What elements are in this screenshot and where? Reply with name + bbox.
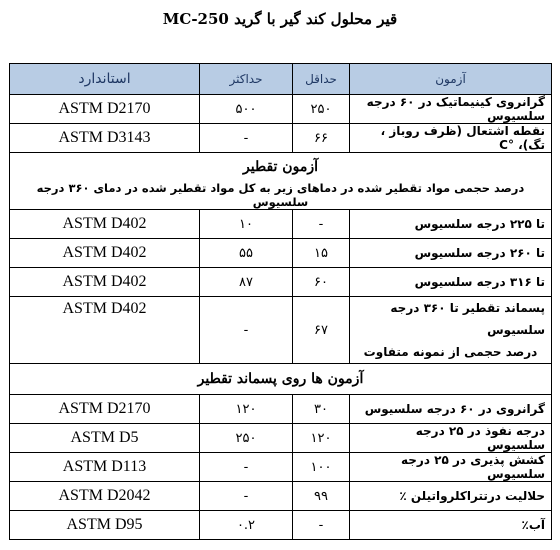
standard-cell: ASTM D113 (10, 453, 200, 482)
standard-cell: ASTM D2042 (10, 482, 200, 511)
min-cell: ۹۹ (293, 482, 350, 511)
standard-cell: ASTM D2170 (10, 95, 200, 124)
max-cell: - (200, 297, 293, 364)
header-standard: استاندارد (10, 64, 200, 95)
test-cell: کشش پذیری در ۲۵ درجه سلسیوس (350, 453, 552, 482)
test-cell: تا ۲۲۵ درجه سلسیوس (350, 210, 552, 239)
max-cell: ۵۰۰ (200, 95, 293, 124)
max-cell: ۵۵ (200, 239, 293, 268)
residue-section-title: آزمون ها روی پسماند تقطیر (10, 364, 552, 395)
distillation-section-title: آزمون تقطیر (10, 153, 552, 182)
test-cell (350, 297, 552, 364)
max-cell: - (200, 124, 293, 153)
test-cell-line: درصد حجمی از نمونه متفاوت (363, 345, 538, 359)
min-cell: - (293, 210, 350, 239)
max-cell: ۸۷ (200, 268, 293, 297)
max-cell: ۱۰ (200, 210, 293, 239)
min-cell: ۳۰ (293, 395, 350, 424)
table-row (10, 453, 552, 482)
table-row (10, 297, 552, 364)
test-cell: آب٪ (350, 511, 552, 540)
header-test: آزمون (350, 64, 552, 95)
max-cell: ۱۲۰ (200, 395, 293, 424)
table-row (10, 95, 552, 124)
table-row (10, 268, 552, 297)
max-cell: - (200, 453, 293, 482)
section-title-row (10, 364, 552, 395)
header-row (10, 64, 552, 95)
min-cell: ۶۶ (293, 124, 350, 153)
header-min: حداقل (293, 64, 350, 95)
header-max: حداکثر (200, 64, 293, 95)
standard-cell: ASTM D5 (10, 424, 200, 453)
max-cell: ۲۵۰ (200, 424, 293, 453)
test-cell-line: پسماند تقطیر تا ۳۶۰ درجه سلسیوس (390, 301, 545, 337)
max-cell: ۰.۲ (200, 511, 293, 540)
min-cell: ۶۷ (293, 297, 350, 364)
min-cell: ۱۲۰ (293, 424, 350, 453)
min-cell: ۱۰۰ (293, 453, 350, 482)
standard-cell: ASTM D3143 (10, 124, 200, 153)
test-cell: گرانروی در ۶۰ درجه سلسیوس (350, 395, 552, 424)
standard-cell: ASTM D95 (10, 511, 200, 540)
table-row (10, 395, 552, 424)
test-cell: نقطه اشتعال (ظرف روباز ، تگ)، °C (350, 124, 552, 153)
section-subtitle-row (10, 181, 552, 210)
standard-cell: ASTM D2170 (10, 395, 200, 424)
spec-table (9, 63, 552, 540)
table-row (10, 124, 552, 153)
min-cell: ۶۰ (293, 268, 350, 297)
table-row (10, 239, 552, 268)
min-cell: - (293, 511, 350, 540)
min-cell: ۱۵ (293, 239, 350, 268)
test-cell: درجه نفوذ در ۲۵ درجه سلسیوس (350, 424, 552, 453)
standard-cell: ASTM D402 (10, 239, 200, 268)
standard-cell: ASTM D402 (10, 297, 200, 364)
section-title-row (10, 153, 552, 182)
table-row (10, 511, 552, 540)
max-cell: - (200, 482, 293, 511)
test-cell: گرانروی کینیماتیک در ۶۰ درجه سلسیوس (350, 95, 552, 124)
table-row (10, 210, 552, 239)
distillation-section-subtitle: درصد حجمی مواد تقطیر شده در دماهای زیر به کل مواد تقطیر شده در دمای ۳۶۰ درجه سلسیوس (10, 181, 552, 210)
test-cell: تا ۲۶۰ درجه سلسیوس (350, 239, 552, 268)
table-row (10, 482, 552, 511)
test-cell: تا ۳۱۶ درجه سلسیوس (350, 268, 552, 297)
standard-cell: ASTM D402 (10, 268, 200, 297)
table-row (10, 424, 552, 453)
test-cell: حلالیت درتتراکلرواتیلن ٪ (350, 482, 552, 511)
min-cell: ۲۵۰ (293, 95, 350, 124)
standard-cell: ASTM D402 (10, 210, 200, 239)
page-title: قیر محلول کند گیر با گرید MC-250 (162, 10, 398, 28)
